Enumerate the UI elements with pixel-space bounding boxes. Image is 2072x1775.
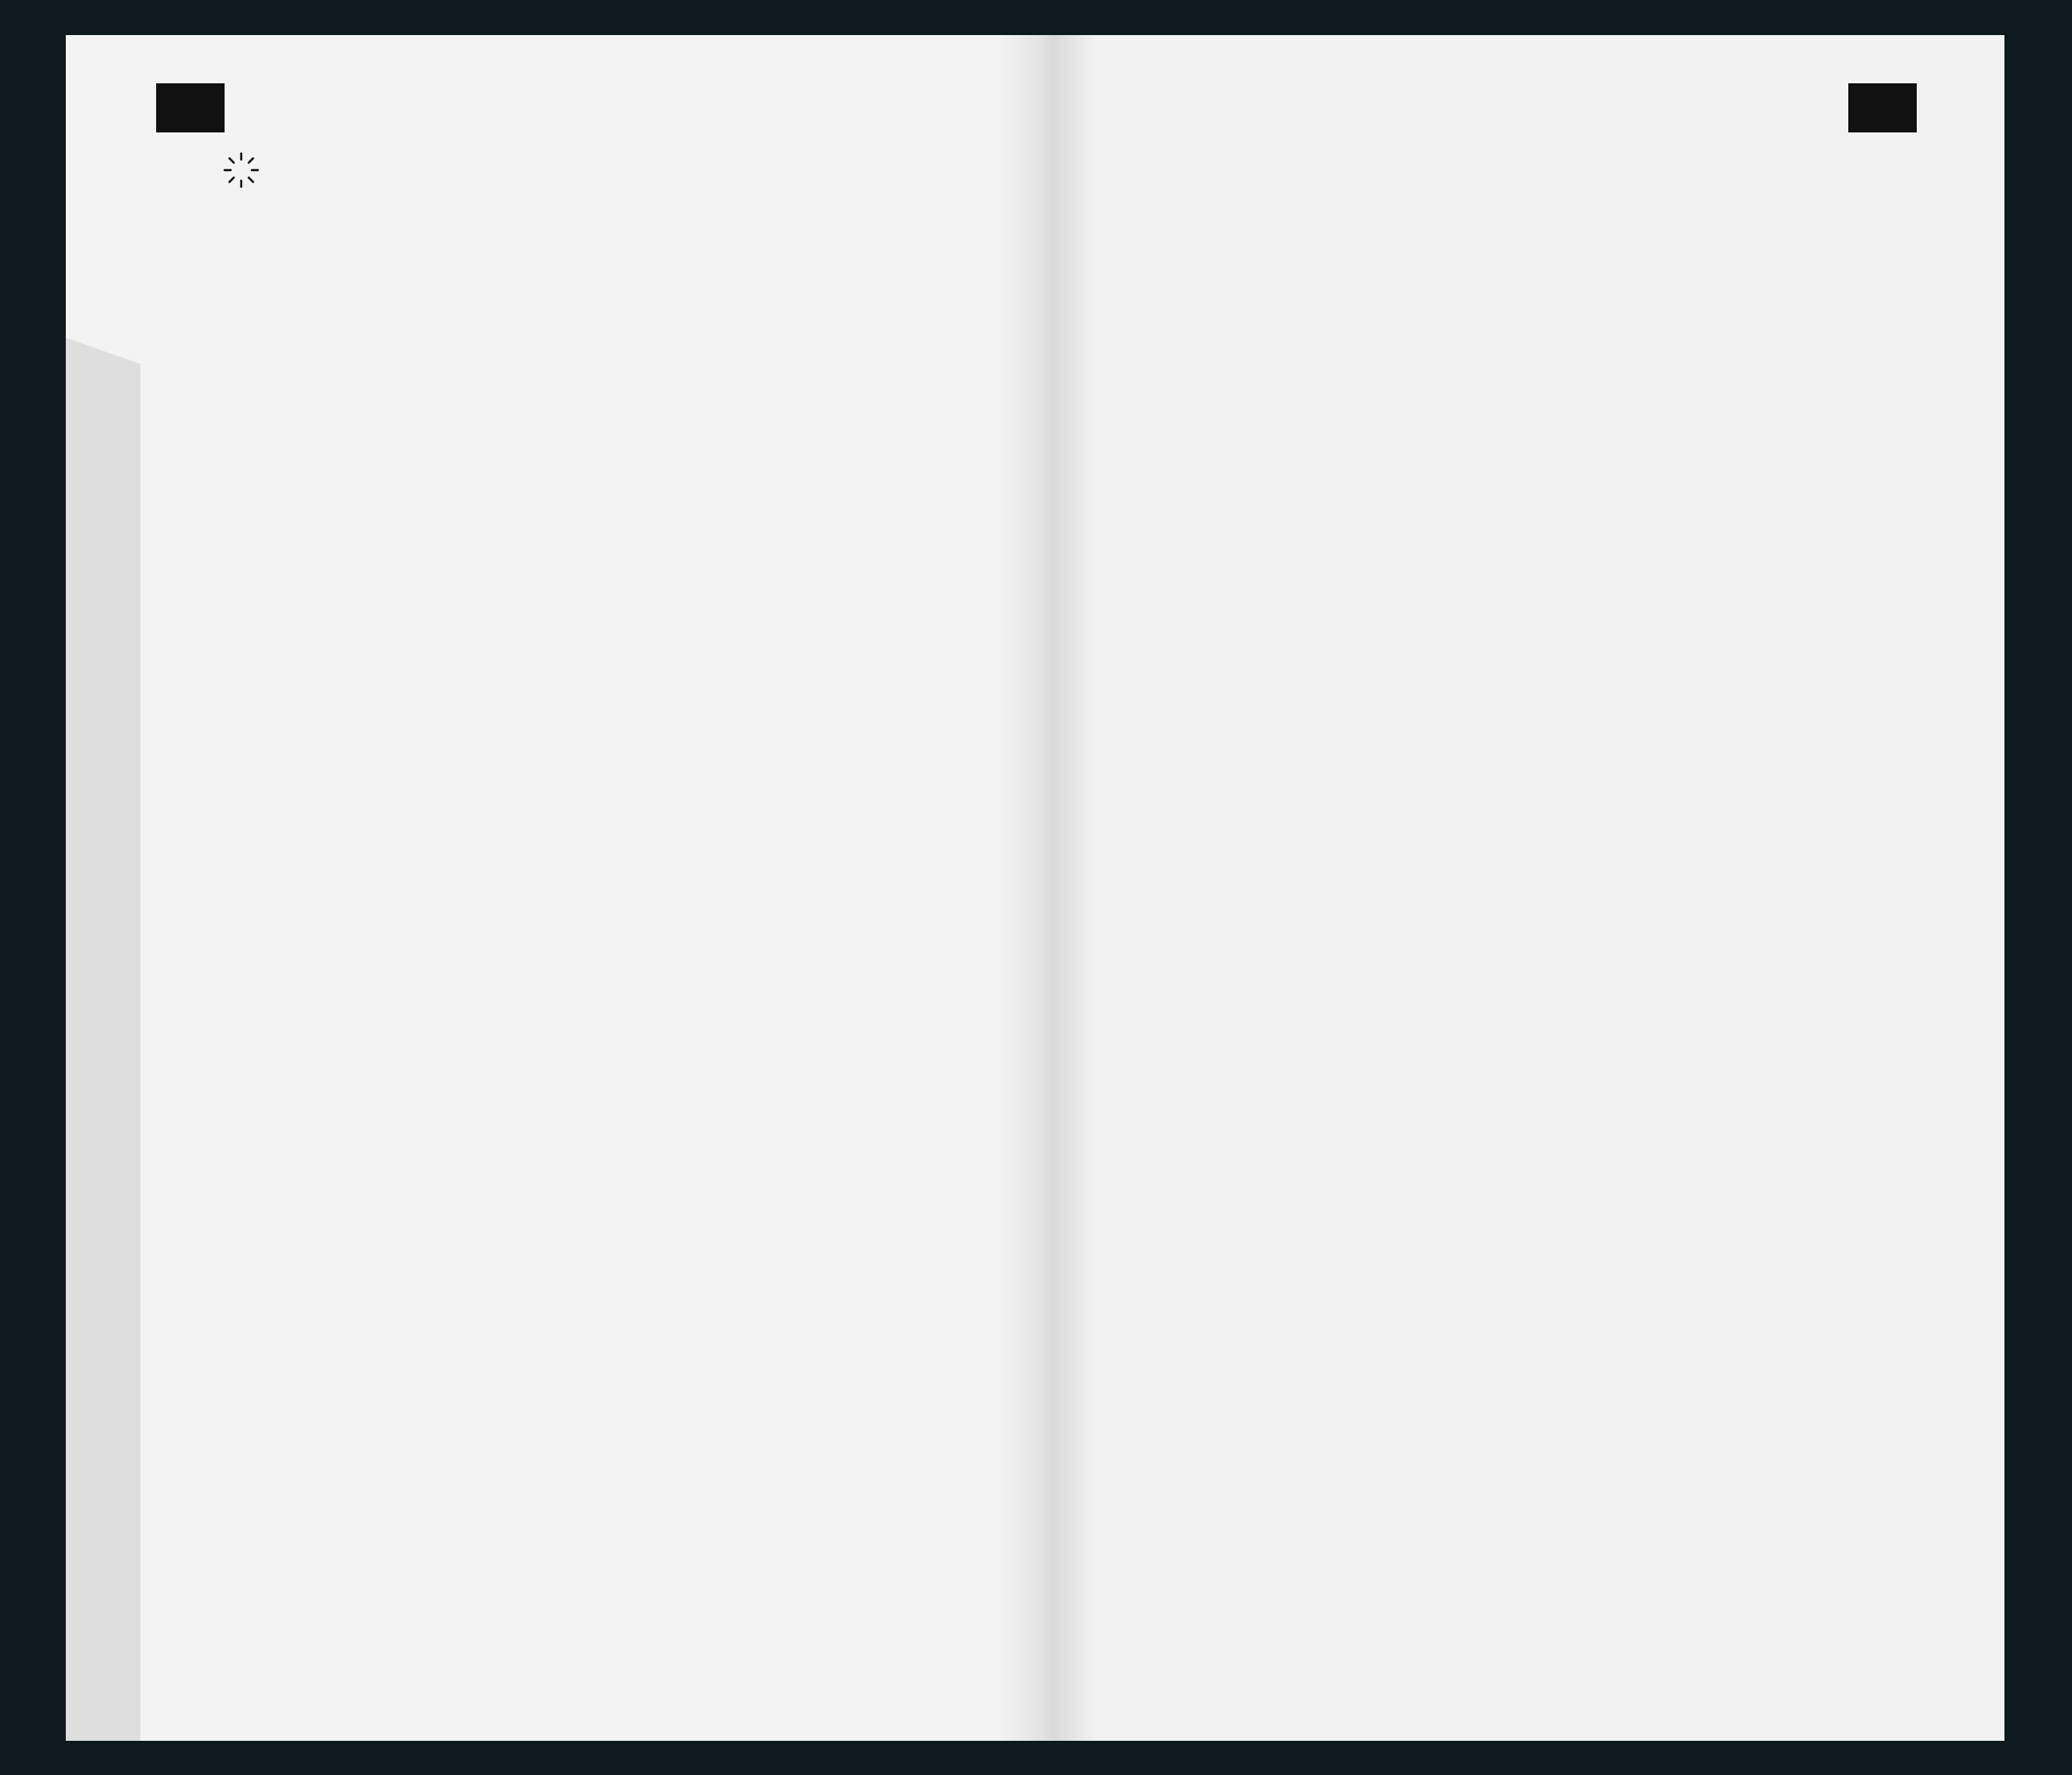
left-page-edge-tab — [66, 338, 140, 1741]
month-number-badge-left — [156, 83, 225, 132]
sunrise-icon — [222, 151, 261, 189]
right-page — [1035, 35, 2004, 1741]
left-page — [66, 35, 1035, 1741]
month-number-badge-right — [1848, 83, 1917, 132]
